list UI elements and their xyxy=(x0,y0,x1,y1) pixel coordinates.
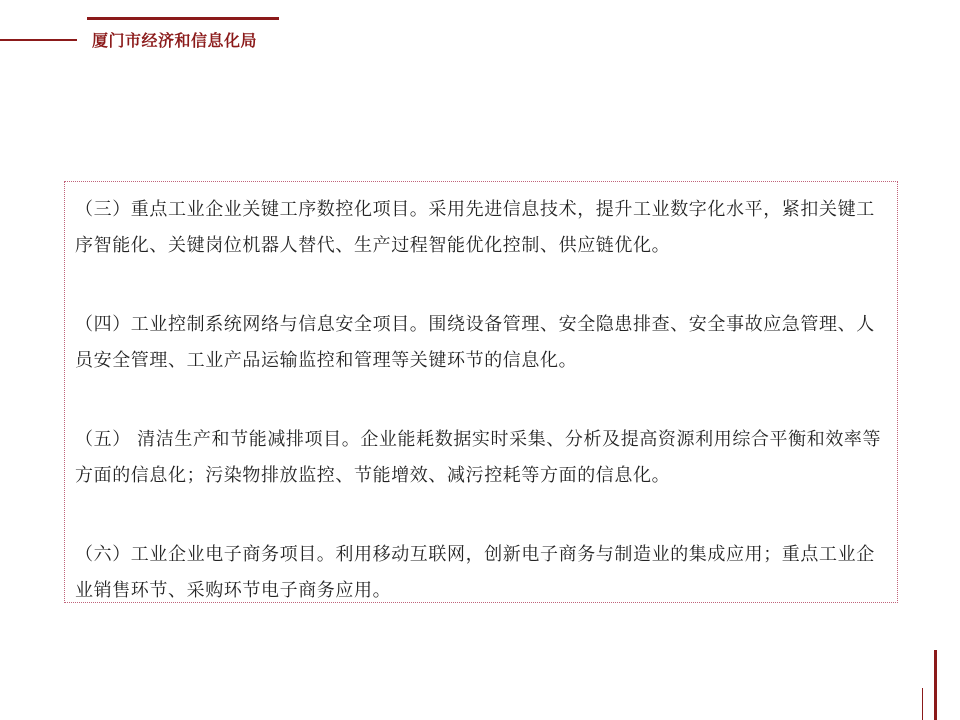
content-box xyxy=(64,181,898,603)
header-top-rule xyxy=(87,17,279,20)
header-left-rule xyxy=(0,39,77,41)
footer-right-thin-bar xyxy=(922,688,923,720)
paragraph-6: （六）工业企业电子商务项目。利用移动互联网，创新电子商务与制造业的集成应用；重点工业企业销售环节、采购环节电子商务应用。 xyxy=(75,544,875,601)
paragraph-5: （五） 清洁生产和节能减排项目。企业能耗数据实时采集、分析及提高资源利用综合平衡和效率等方面的信息化；污染物排放监控、节能增效、减污控耗等方面的信息化。 xyxy=(75,429,882,486)
org-name: 厦门市经济和信息化局 xyxy=(92,31,258,50)
paragraph-3: （三）重点工业企业关键工序数控化项目。采用先进信息技术，提升工业数字化水平，紧扣关键工序智能化、关键岗位机器人替代、生产过程智能优化控制、供应链优化。 xyxy=(75,199,875,256)
footer-right-bar xyxy=(934,650,937,720)
paragraph-4: （四）工业控制系统网络与信息安全项目。围绕设备管理、安全隐患排查、安全事故应急管理、人员安全管理、工业产品运输监控和管理等关键环节的信息化。 xyxy=(75,314,875,371)
